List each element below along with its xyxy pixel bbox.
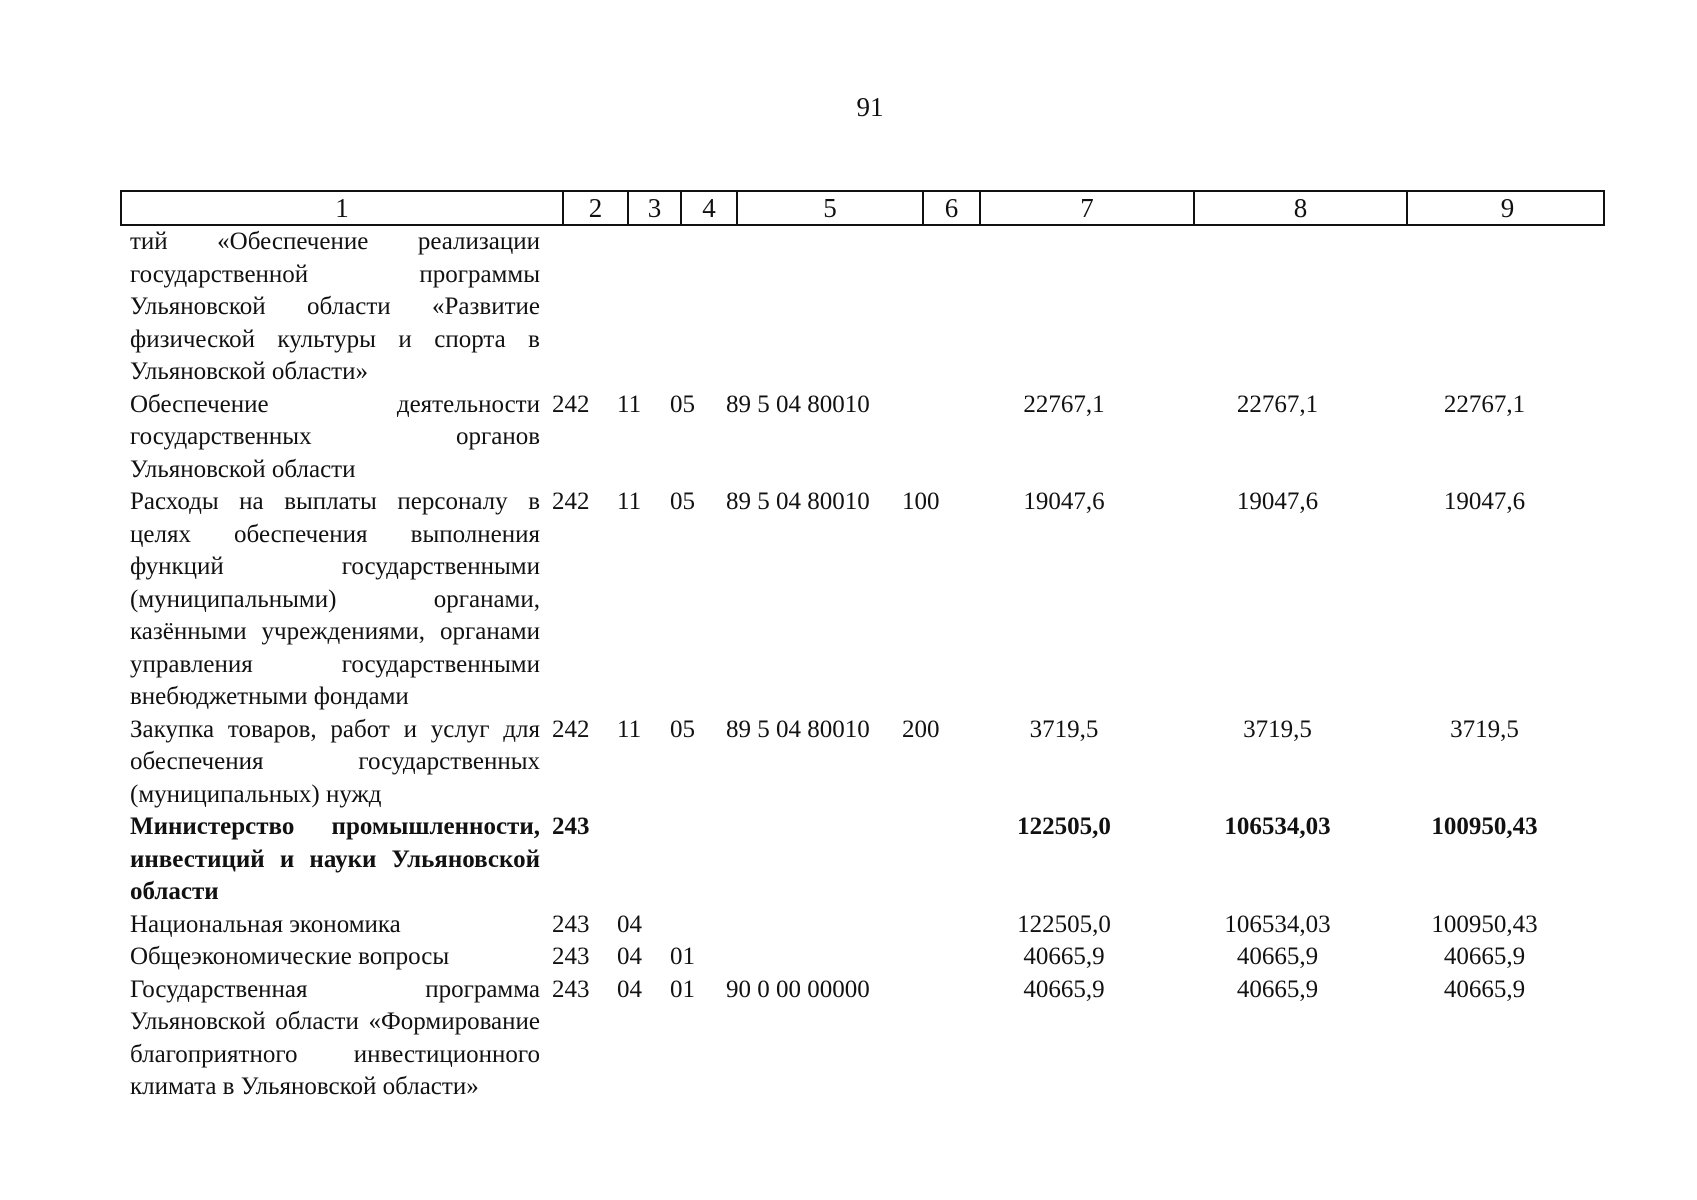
cell-c2: 242 xyxy=(552,715,590,743)
cell-c5 xyxy=(724,226,900,389)
cell-c7: 3719,5 xyxy=(1029,715,1099,743)
cell-c8: 106534,03 xyxy=(1224,813,1331,840)
cell-c5 xyxy=(724,811,900,909)
cell-c8: 3719,5 xyxy=(1243,715,1312,743)
table-body xyxy=(130,226,1610,1104)
cell-c6: 100 xyxy=(902,488,940,515)
cell-c4 xyxy=(668,811,724,909)
cell-c4: 05 xyxy=(670,715,695,743)
table-row xyxy=(130,941,1610,974)
row-name: Национальная экономика xyxy=(130,910,401,938)
table-row xyxy=(130,714,1610,812)
row-name: Государственная программа Ульяновской области «Формирование благоприятного инвестиционного климата в Ульяновской области» xyxy=(130,975,540,1100)
row-name: Обеспечение деятельности государственных органов Ульяновской области xyxy=(130,390,540,483)
table-row xyxy=(130,486,1610,714)
cell-c8: 106534,03 xyxy=(1224,910,1331,938)
cell-c7: 40665,9 xyxy=(1023,943,1105,970)
column-header: 8 xyxy=(1193,192,1406,224)
cell-c7: 19047,6 xyxy=(1023,488,1105,515)
cell-c3: 04 xyxy=(617,975,642,1003)
row-name: Расходы на выплаты персоналу в целях обеспечения выполнения функций государственными (муниципальными) органами, казёнными учреждениями, органами управления государственными внебюджетными фондами xyxy=(130,488,540,710)
column-header: 2 xyxy=(562,192,627,224)
column-header: 3 xyxy=(627,192,680,224)
row-name: Закупка товаров, работ и услуг для обеспечения государственных (муниципальных) нужд xyxy=(130,715,540,808)
cell-c9: 40665,9 xyxy=(1443,943,1526,970)
row-name: тий «Обеспечение реализации государственной программы Ульяновской области «Развитие физической культуры и спорта в Ульяновской области» xyxy=(130,228,540,385)
cell-c6 xyxy=(900,811,957,909)
column-header: 1 xyxy=(335,193,349,223)
cell-c5: 89 5 04 80010 xyxy=(726,390,870,418)
cell-c7: 122505,0 xyxy=(1017,910,1111,938)
cell-c4: 05 xyxy=(670,390,695,418)
cell-c9 xyxy=(1384,226,1585,389)
cell-c6: 200 xyxy=(902,715,940,743)
cell-c3: 11 xyxy=(617,715,642,743)
cell-c5: 89 5 04 80010 xyxy=(726,488,870,515)
cell-c9: 100950,43 xyxy=(1431,813,1538,840)
cell-c3: 04 xyxy=(617,943,642,970)
table-row xyxy=(130,811,1610,909)
table-row xyxy=(130,226,1610,389)
table-row xyxy=(130,389,1610,487)
column-header: 7 xyxy=(979,192,1193,224)
cell-c7 xyxy=(957,226,1171,389)
cell-c4 xyxy=(668,226,724,389)
cell-c9: 22767,1 xyxy=(1443,390,1526,418)
cell-c7: 22767,1 xyxy=(1023,390,1105,418)
cell-c3 xyxy=(615,226,668,389)
cell-c2: 243 xyxy=(552,975,590,1003)
column-header: 5 xyxy=(736,192,922,224)
cell-c9: 40665,9 xyxy=(1443,975,1526,1003)
cell-c2: 243 xyxy=(552,910,590,938)
cell-c5: 90 0 00 00000 xyxy=(726,975,870,1003)
column-header: 9 xyxy=(1406,192,1607,224)
cell-c3: 11 xyxy=(617,390,642,418)
cell-c5 xyxy=(724,941,900,974)
cell-c7: 122505,0 xyxy=(1017,813,1111,840)
cell-c8 xyxy=(1171,226,1384,389)
cell-c5: 89 5 04 80010 xyxy=(726,715,870,743)
cell-c3 xyxy=(615,811,668,909)
cell-c9: 19047,6 xyxy=(1443,488,1526,515)
cell-c6 xyxy=(900,909,957,942)
cell-c8: 40665,9 xyxy=(1236,943,1319,970)
cell-c4: 01 xyxy=(670,943,695,970)
cell-c4: 01 xyxy=(670,975,695,1003)
table-row xyxy=(130,909,1610,942)
table-header xyxy=(120,190,1605,226)
cell-c8: 40665,9 xyxy=(1236,975,1319,1003)
cell-c4 xyxy=(668,909,724,942)
page-number: 91 xyxy=(856,92,884,122)
cell-c2: 243 xyxy=(552,943,590,970)
cell-c2: 243 xyxy=(552,813,590,840)
column-header: 6 xyxy=(922,192,979,224)
cell-c9: 100950,43 xyxy=(1431,910,1538,938)
row-name: Общеэкономические вопросы xyxy=(130,943,450,970)
cell-c6 xyxy=(900,389,957,487)
cell-c6 xyxy=(900,974,957,1104)
cell-c8: 22767,1 xyxy=(1236,390,1319,418)
cell-c2: 242 xyxy=(552,488,590,515)
cell-c9: 3719,5 xyxy=(1450,715,1519,743)
cell-c2: 242 xyxy=(552,390,590,418)
cell-c8: 19047,6 xyxy=(1236,488,1319,515)
cell-c4: 05 xyxy=(670,488,695,515)
cell-c2 xyxy=(550,226,615,389)
cell-c6 xyxy=(900,226,957,389)
cell-c5 xyxy=(724,909,900,942)
column-header: 4 xyxy=(680,192,736,224)
cell-c3: 04 xyxy=(617,910,642,938)
cell-c3: 11 xyxy=(617,488,642,515)
cell-c7: 40665,9 xyxy=(1023,975,1105,1003)
cell-c6 xyxy=(900,941,957,974)
table-row xyxy=(130,974,1610,1104)
row-name: Министерство промышленности, инвестиций и науки Ульяновской области xyxy=(130,813,540,905)
